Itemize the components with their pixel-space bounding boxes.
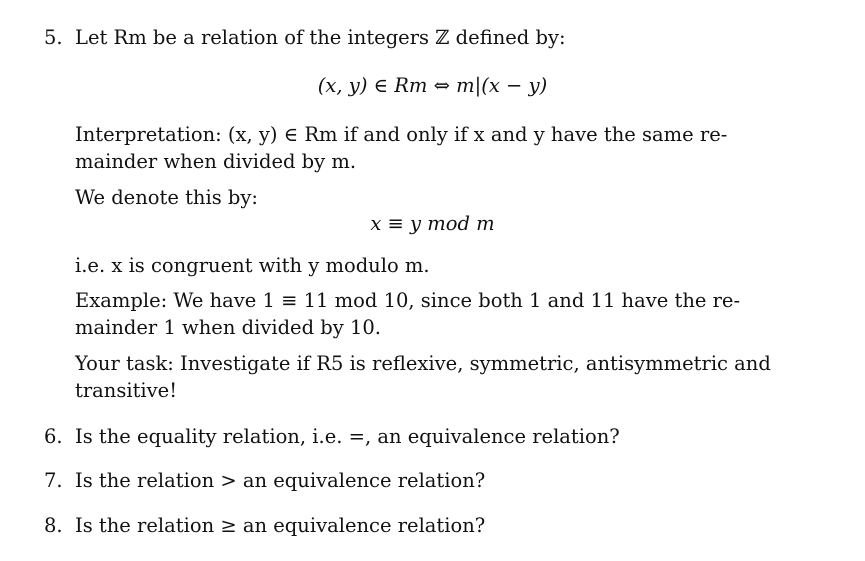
interpretation-line-1: Interpretation: (x, y) ∈ Rm if and only if x and y have the same re- (75, 123, 728, 146)
item-number: 7. (44, 469, 63, 492)
congruence-formula: x ≡ y mod m (370, 212, 495, 235)
item-7-text: Is the relation > an equivalence relation? (75, 469, 486, 492)
item-number: 8. (44, 514, 63, 537)
task-line-1: Your task: Investigate if R5 is reflexive, symmetric, antisymmetric and (75, 352, 771, 375)
congruence-explanation: i.e. x is congruent with y modulo m. (75, 254, 430, 277)
item-6-text: Is the equality relation, i.e. =, an equivalence relation? (75, 425, 620, 448)
interpretation-line-2: mainder when divided by m. (75, 150, 357, 173)
task-line-2: transitive! (75, 379, 178, 402)
item-number: 5. (44, 26, 63, 49)
denote-text: We denote this by: (75, 186, 258, 209)
item-5-intro: Let Rm be a relation of the integers ℤ defined by: (75, 26, 566, 49)
relation-definition-formula: (x, y) ∈ Rm ⇔ m|(x − y) (317, 74, 548, 97)
example-line-1: Example: We have 1 ≡ 11 mod 10, since both 1 and 11 have the re- (75, 289, 741, 312)
item-8-text: Is the relation ≥ an equivalence relation? (75, 514, 486, 537)
item-number: 6. (44, 425, 63, 448)
example-line-2: mainder 1 when divided by 10. (75, 316, 381, 339)
